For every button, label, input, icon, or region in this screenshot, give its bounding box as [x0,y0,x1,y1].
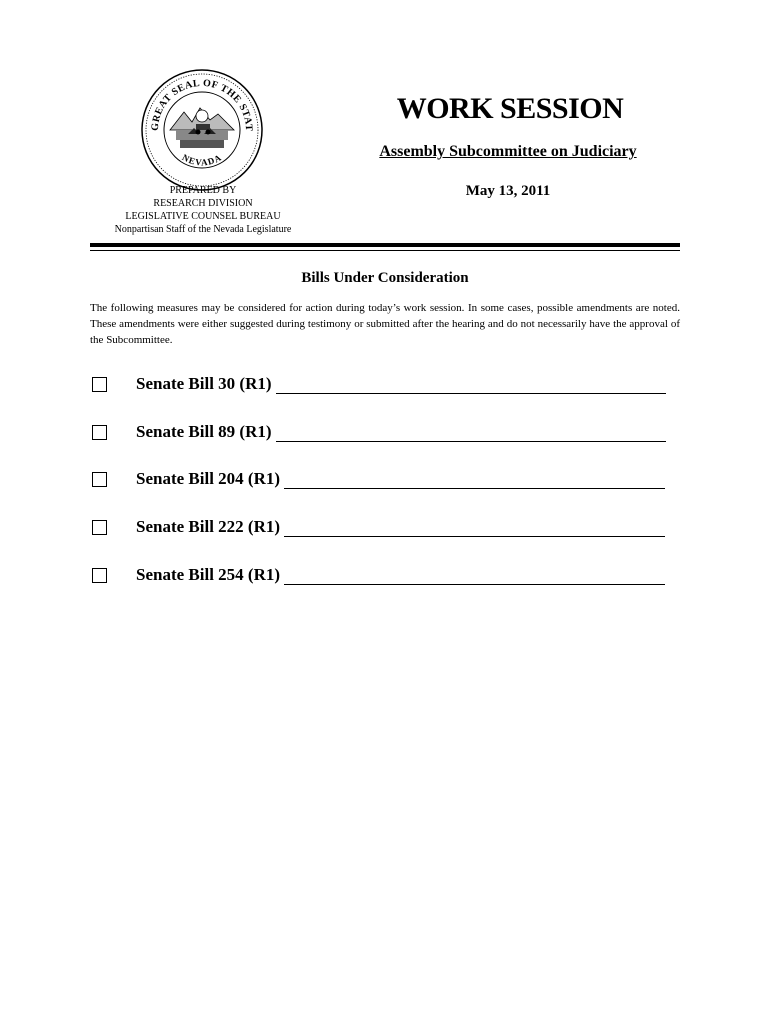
bill-checkbox[interactable] [92,568,107,583]
bill-checkbox[interactable] [92,472,107,487]
section-heading: Bills Under Consideration [301,270,469,286]
header-divider-thick [90,243,680,247]
intro-paragraph: The following measures may be considered for action during today’s work session. In some cases, possible amendments are noted. These amendments were either suggested during testimony or submitted after the hearing and do not necessarily have the approval of the Subcommittee. [90,302,680,346]
lcb-line: LEGISLATIVE COUNSEL BUREAU [125,211,281,222]
research-division-line: RESEARCH DIVISION [153,198,253,209]
prepared-by-block [90,184,316,236]
signature-line [276,375,666,394]
bill-item [92,371,674,397]
header-divider-thin [90,250,680,251]
bill-checkbox[interactable] [92,377,107,392]
bill-label: Senate Bill 204 (R1) [136,469,281,488]
page-title: WORK SESSION [396,92,624,125]
signature-line [284,518,665,537]
bill-label: Senate Bill 89 (R1) [136,422,272,441]
bill-item [92,419,674,445]
session-date: May 13, 2011 [465,183,551,199]
bill-checkbox[interactable] [92,425,107,440]
bill-item [92,514,674,540]
bill-checkbox[interactable] [92,520,107,535]
bill-label: Senate Bill 254 (R1) [136,565,281,584]
seal-bottom-text: NEVADA [180,152,224,168]
bill-item [92,466,674,492]
bill-label: Senate Bill 30 (R1) [136,374,272,393]
nevada-state-seal-icon [140,68,264,192]
signature-line [284,566,665,585]
bill-label: Senate Bill 222 (R1) [136,517,281,536]
bill-item [92,562,674,588]
nonpartisan-staff-line: Nonpartisan Staff of the Nevada Legislature [114,224,292,235]
committee-name: Assembly Subcommittee on Judiciary [379,143,637,160]
signature-line [284,470,665,489]
signature-line [276,423,666,442]
prepared-by-line: PREPARED BY [169,185,237,196]
seal-top-text: GREAT SEAL OF THE STAT [149,77,255,132]
